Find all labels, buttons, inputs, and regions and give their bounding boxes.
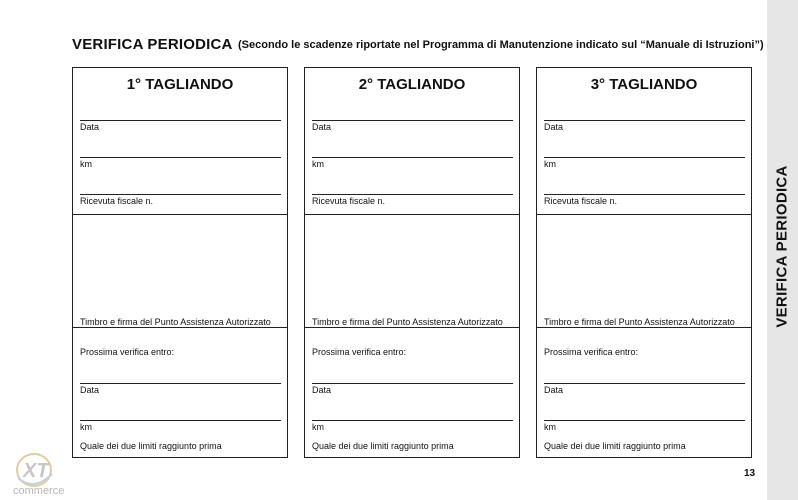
limit-label: Quale dei due limiti raggiunto prima xyxy=(544,441,686,451)
next-data-line xyxy=(312,383,513,384)
stamp-section-divider xyxy=(537,214,751,215)
next-section-divider xyxy=(73,327,287,328)
next-km-label: km xyxy=(544,422,556,432)
next-check-label: Prossima verifica entro: xyxy=(544,347,639,357)
limit-label: Quale dei due limiti raggiunto prima xyxy=(80,441,222,451)
km-label: km xyxy=(312,159,324,169)
receipt-line xyxy=(544,194,745,195)
data-label: Data xyxy=(312,122,332,132)
receipt-line xyxy=(80,194,281,195)
receipt-line xyxy=(312,194,513,195)
next-km-line xyxy=(312,420,513,421)
page-number: 13 xyxy=(744,468,756,479)
logo-text-main: XT xyxy=(23,460,49,482)
side-tab xyxy=(767,0,798,500)
next-km-line xyxy=(80,420,281,421)
km-line xyxy=(544,157,745,158)
receipt-label: Ricevuta fiscale n. xyxy=(80,196,154,206)
page-subtitle: (Secondo le scadenze riportate nel Programma di Manutenzione indicato sul “Manuale di Istruzioni”) xyxy=(238,39,764,51)
logo-text-sub: commerce xyxy=(13,485,65,496)
data-label: Data xyxy=(544,122,564,132)
next-section-divider xyxy=(537,327,751,328)
next-check-label: Prossima verifica entro: xyxy=(312,347,407,357)
stamp-label: Timbro e firma del Punto Assistenza Autorizzato xyxy=(544,317,735,327)
stamp-label: Timbro e firma del Punto Assistenza Autorizzato xyxy=(312,317,503,327)
next-data-line xyxy=(544,383,745,384)
stamp-section-divider xyxy=(305,214,519,215)
side-tab-label-wrap xyxy=(767,0,798,500)
xt-commerce-logo-icon xyxy=(8,448,72,496)
receipt-label: Ricevuta fiscale n. xyxy=(544,196,618,206)
next-km-line xyxy=(544,420,745,421)
card-1-tagliando xyxy=(72,67,288,458)
next-data-line xyxy=(80,383,281,384)
page-title: VERIFICA PERIODICA xyxy=(72,36,233,53)
next-data-label: Data xyxy=(544,385,564,395)
next-km-label: km xyxy=(312,422,324,432)
next-km-label: km xyxy=(80,422,92,432)
card-3-tagliando xyxy=(536,67,752,458)
km-line xyxy=(80,157,281,158)
card-title: 1° TAGLIANDO xyxy=(126,76,234,93)
stamp-label: Timbro e firma del Punto Assistenza Autorizzato xyxy=(80,317,271,327)
km-line xyxy=(312,157,513,158)
next-data-label: Data xyxy=(312,385,332,395)
next-check-label: Prossima verifica entro: xyxy=(80,347,175,357)
card-title: 3° TAGLIANDO xyxy=(590,76,698,93)
data-line xyxy=(312,120,513,121)
card-title: 2° TAGLIANDO xyxy=(358,76,466,93)
data-label: Data xyxy=(80,122,100,132)
km-label: km xyxy=(544,159,556,169)
receipt-label: Ricevuta fiscale n. xyxy=(312,196,386,206)
next-section-divider xyxy=(305,327,519,328)
data-line xyxy=(544,120,745,121)
next-data-label: Data xyxy=(80,385,100,395)
stamp-section-divider xyxy=(73,214,287,215)
side-tab-label: VERIFICA PERIODICA xyxy=(774,165,792,328)
card-2-tagliando xyxy=(304,67,520,458)
km-label: km xyxy=(80,159,92,169)
data-line xyxy=(80,120,281,121)
limit-label: Quale dei due limiti raggiunto prima xyxy=(312,441,454,451)
